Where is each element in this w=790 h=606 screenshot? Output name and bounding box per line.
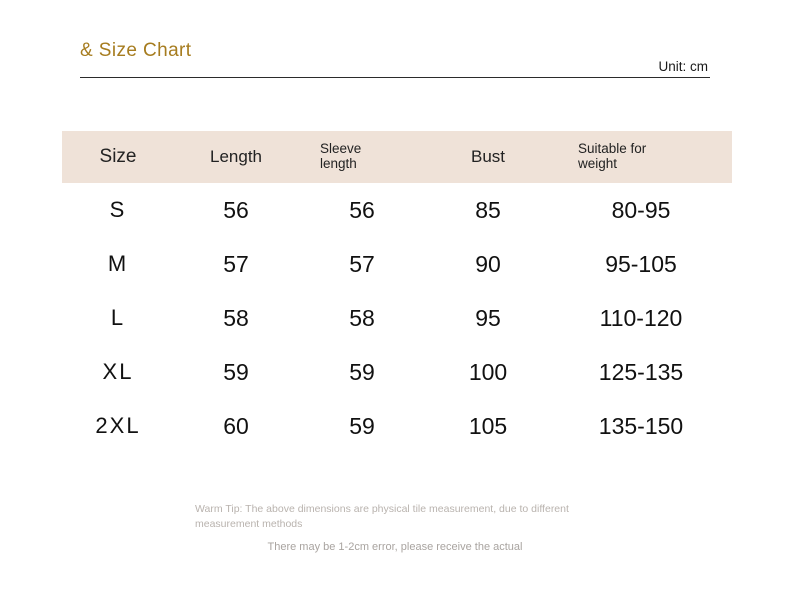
- chart-header: [80, 40, 710, 78]
- warm-tip-note: [0, 502, 790, 532]
- cell-size: L: [110, 305, 126, 330]
- cell-length: 58: [223, 304, 249, 331]
- cell-size: M: [107, 251, 129, 276]
- unit-label: Unit: cm: [658, 59, 708, 74]
- cell-sleeve: 57: [349, 250, 375, 277]
- column-header-length: Length: [210, 146, 262, 166]
- cell-weight: 135-150: [598, 412, 684, 439]
- cell-size: S: [109, 197, 127, 222]
- cell-length: 57: [223, 250, 249, 277]
- cell-weight: 80-95: [611, 196, 671, 223]
- cell-weight: 110-120: [599, 304, 683, 331]
- cell-weight: 125-135: [598, 358, 684, 385]
- cell-sleeve: 58: [349, 304, 375, 331]
- cell-length: 59: [223, 358, 249, 385]
- cell-sleeve: 59: [349, 358, 375, 385]
- table-row: [62, 399, 732, 453]
- cell-size: 2XL: [95, 413, 141, 438]
- cell-length: 60: [223, 412, 249, 439]
- column-header-weight-line2: weight: [578, 156, 618, 171]
- cell-bust: 105: [468, 412, 508, 439]
- column-header-sleeve-line1: Sleeve: [320, 141, 362, 157]
- warm-tip-text: Warm Tip: The above dimensions are physical tile measurement, due to different measurement methods: [195, 503, 569, 531]
- table-row: [62, 237, 732, 291]
- column-header-sleeve-line2: length: [320, 156, 357, 171]
- size-table: [62, 131, 732, 453]
- table-row: [62, 291, 732, 345]
- cell-bust: 100: [468, 358, 508, 385]
- cell-bust: 90: [475, 250, 501, 277]
- cell-size: XL: [102, 359, 134, 384]
- cell-bust: 95: [475, 304, 501, 331]
- cell-bust: 85: [475, 196, 501, 223]
- column-header-weight-line1: Suitable for: [578, 141, 647, 157]
- table-row: [62, 183, 732, 237]
- column-header-suitable-weight: [550, 142, 732, 172]
- table-header-row: [62, 131, 732, 183]
- table-row: [62, 345, 732, 399]
- cell-sleeve: 56: [349, 196, 375, 223]
- column-header-size: Size: [99, 145, 137, 167]
- error-note: There may be 1-2cm error, please receive the actual: [267, 541, 523, 553]
- column-header-sleeve-length: [298, 142, 426, 172]
- column-header-bust: Bust: [470, 146, 506, 166]
- cell-weight: 95-105: [605, 250, 677, 277]
- cell-length: 56: [223, 196, 249, 223]
- page-title: & Size Chart: [80, 40, 192, 61]
- cell-sleeve: 59: [349, 412, 375, 439]
